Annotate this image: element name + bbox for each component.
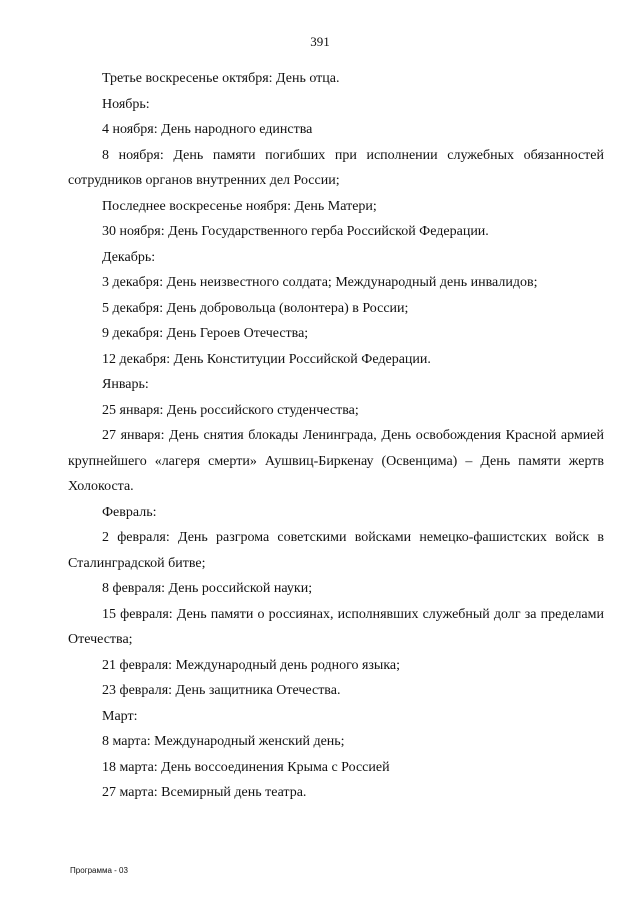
month-heading-january: Январь: (102, 377, 149, 392)
paragraph-dec-9: 9 декабря: День Героев Отечества; (102, 326, 309, 341)
month-heading-november: Ноябрь: (102, 96, 150, 112)
paragraph-dec-5: 5 декабря: День добровольца (волонтера) в России; (102, 300, 409, 316)
page-number: 391 (310, 34, 330, 49)
paragraph-mar-27: 27 марта: Всемирный день театра. (102, 785, 307, 800)
month-heading-december: Декабрь: (102, 249, 156, 265)
paragraph-dec-12: 12 декабря: День Конституции Российской Федерации. (102, 351, 431, 367)
paragraph-mothers-day: Последнее воскресенье ноября: День Матери; (102, 198, 377, 214)
footer-label: Программа - 03 (70, 866, 128, 875)
paragraph-mar-8: 8 марта: Международный женский день; (102, 734, 345, 749)
paragraph-fathers-day: Третье воскресенье октября: День отца. (102, 71, 340, 86)
paragraph-nov-4: 4 ноября: День народного единства (102, 122, 313, 137)
paragraph-feb-23: 23 февраля: День защитника Отечества. (102, 683, 341, 698)
month-heading-february: Февраль: (102, 504, 157, 520)
paragraph-jan-27: 27 января: День снятия блокады Ленинграда, День освобождения Красной армией крупнейшего «лагеря смерти» Аушвиц-Биркенау (Освенцима) – День памяти жертв Холокоста. (68, 428, 604, 494)
paragraph-dec-3: 3 декабря: День неизвестного солдата; Международный день инвалидов; (102, 275, 538, 290)
paragraph-nov-8: 8 ноября: День памяти погибших при исполнении служебных обязанностей сотрудников органов внутренних дел России; (68, 147, 604, 188)
paragraph-nov-30: 30 ноября: День Государственного герба Российской Федерации. (102, 224, 489, 239)
paragraph-feb-21: 21 февраля: Международный день родного языка; (102, 657, 401, 673)
document-body (68, 66, 604, 806)
paragraph-feb-2: 2 февраля: День разгрома советскими войсками немецко-фашистских войск в Сталинградской битве; (68, 530, 604, 571)
paragraph-jan-25: 25 января: День российского студенчества; (102, 402, 359, 418)
paragraph-feb-8: 8 февраля: День российской науки; (102, 581, 313, 596)
month-heading-march: Март: (102, 708, 138, 724)
paragraph-feb-15: 15 февраля: День памяти о россиянах, исполнявших служебный долг за пределами Отечества; (68, 606, 604, 647)
paragraph-mar-18: 18 марта: День воссоединения Крыма с Россией (102, 759, 390, 775)
